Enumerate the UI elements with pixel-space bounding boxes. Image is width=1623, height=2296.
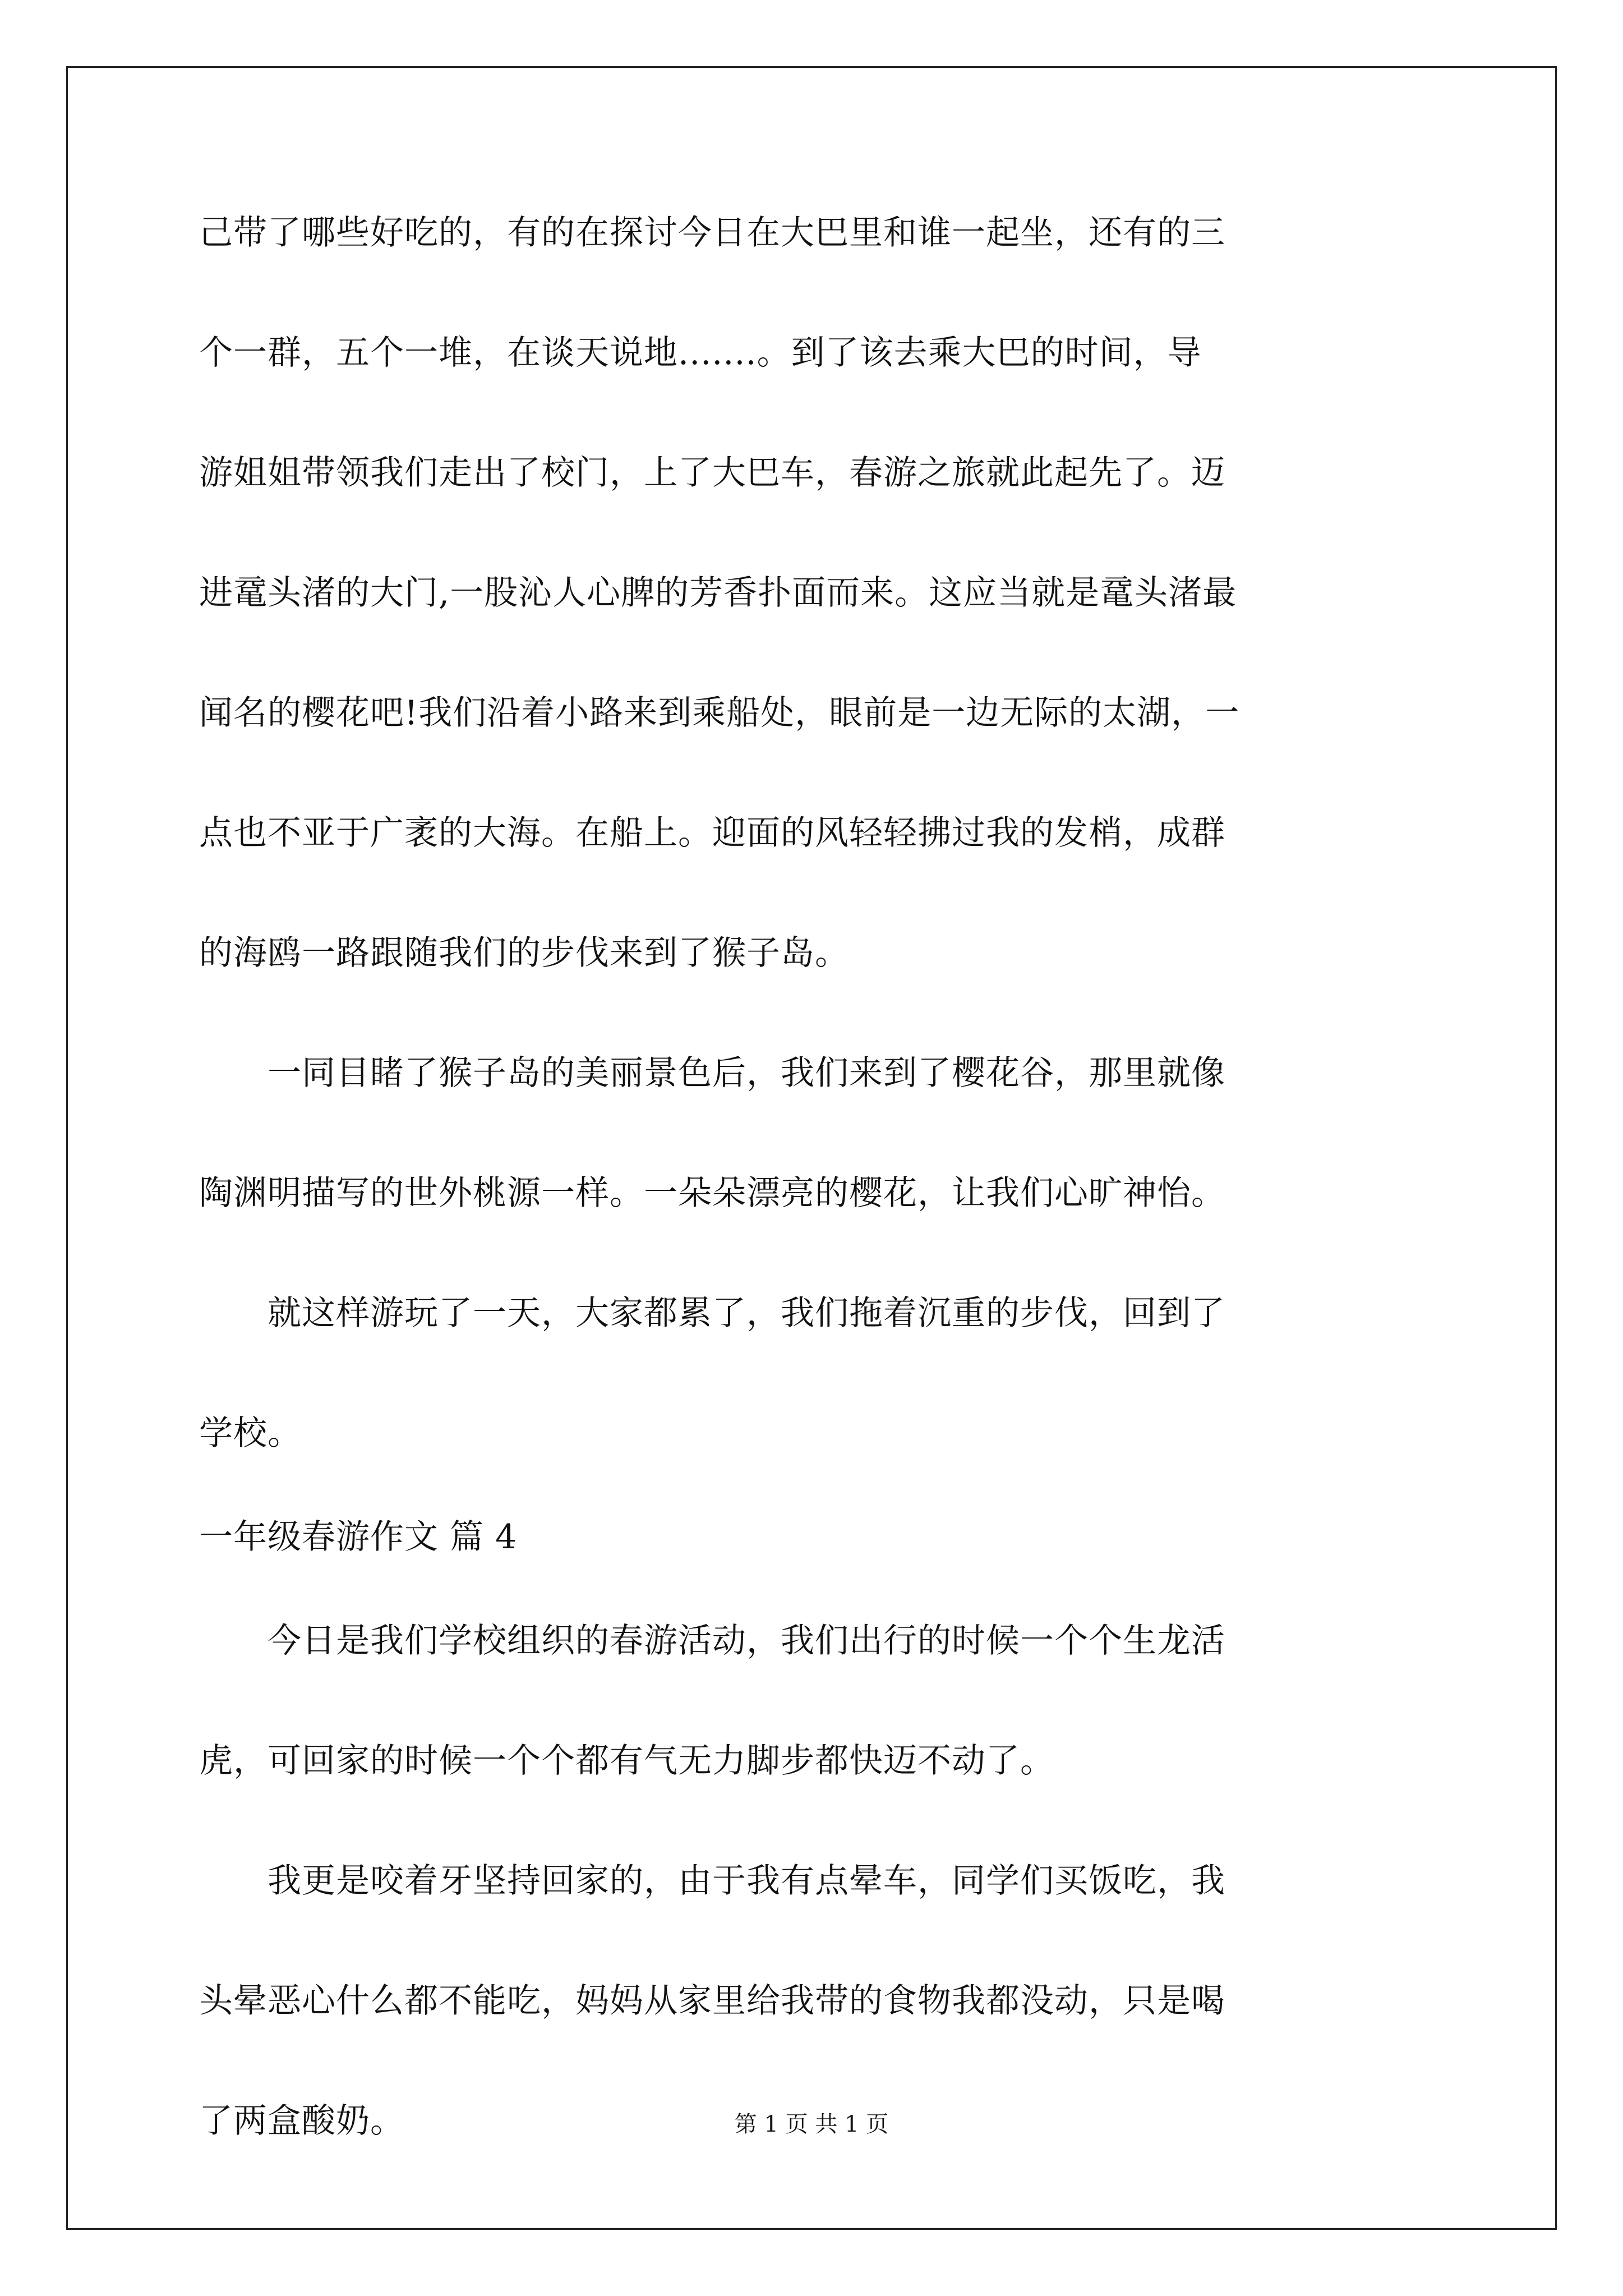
text-line: 游姐姐带领我们走出了校门，上了大巴车，春游之旅就此起先了。迈 [199, 453, 1225, 493]
text-line: 进鼋头渚的大门,一股沁人心脾的芳香扑面而来。这应当就是鼋头渚最 [199, 573, 1237, 613]
page-border [66, 66, 1557, 2230]
text-line: 头晕恶心什么都不能吃，妈妈从家里给我带的食物我都没动，只是喝 [199, 1981, 1225, 2021]
text-line: 今日是我们学校组织的春游活动，我们出行的时候一个个生龙活 [199, 1621, 1225, 1660]
text-line: 学校。 [199, 1414, 302, 1453]
text-line: 闻名的樱花吧!我们沿着小路来到乘船处，眼前是一边无际的太湖，一 [199, 693, 1240, 733]
text-line: 陶渊明描写的世外桃源一样。一朵朵漂亮的樱花，让我们心旷神怡。 [199, 1174, 1225, 1213]
text-line: 点也不亚于广袤的大海。在船上。迎面的风轻轻拂过我的发梢，成群 [199, 813, 1225, 853]
text-line: 了两盒酸奶。 [199, 2101, 404, 2141]
text-line: 一同目睹了猴子岛的美丽景色后，我们来到了樱花谷，那里就像 [199, 1053, 1225, 1093]
text-line: 个一群，五个一堆，在谈天说地.......。到了该去乘大巴的时间，导 [199, 333, 1202, 372]
text-line: 的海鸥一路跟随我们的步伐来到了猴子岛。 [199, 933, 849, 973]
text-line: 虎，可回家的时候一个个都有气无力脚步都快迈不动了。 [199, 1741, 1054, 1780]
text-line: 就这样游玩了一天，大家都累了，我们拖着沉重的步伐，回到了 [199, 1294, 1225, 1333]
text-line: 己带了哪些好吃的，有的在探讨今日在大巴里和谁一起坐，还有的三 [199, 213, 1225, 252]
page-footer: 第 1 页 共 1 页 [734, 2111, 889, 2137]
text-line: 我更是咬着牙坚持回家的，由于我有点晕车，同学们买饭吃，我 [199, 1861, 1225, 1901]
section-heading: 一年级春游作文 篇 4 [199, 1517, 518, 1557]
